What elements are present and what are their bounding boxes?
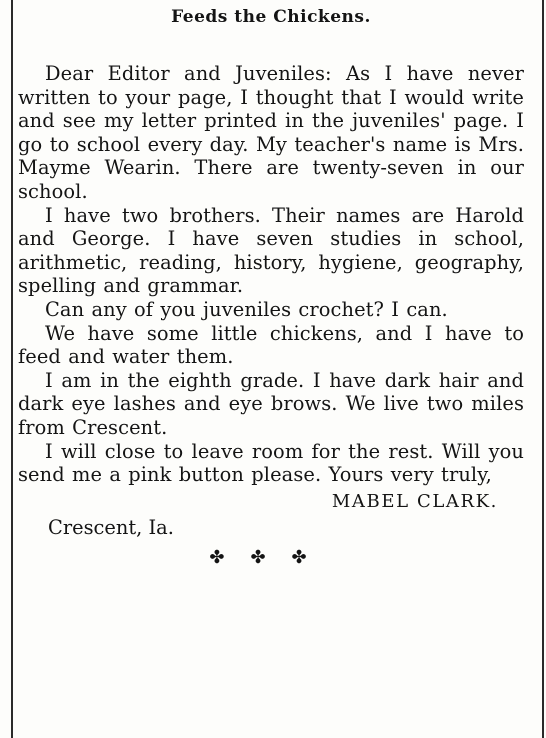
article-paragraph: Can any of you juveniles crochet? I can. <box>45 297 448 321</box>
ornament-icon: ✤ <box>209 546 251 568</box>
ornament-icon: ✤ <box>291 546 333 568</box>
article-headline: Feeds the Chickens. <box>171 7 371 27</box>
column-rule-right <box>542 0 544 738</box>
section-divider <box>18 548 524 568</box>
ornament-icon: ✤ <box>250 546 292 568</box>
author-location: Crescent, Ia. <box>48 515 174 539</box>
article-paragraph: Dear Editor and Juveniles: As I have never written to your page, I thought that I would write and see my letter printed in the juveniles' page. I go to school every day. My teacher's name is Mrs. Mayme Wearin. There are twenty-seven in our school. <box>18 62 524 203</box>
column-rule-left <box>11 0 13 738</box>
author-signature: MABEL CLARK. <box>331 490 498 512</box>
article-paragraph: We have some little chickens, and I have to feed and water them. <box>18 321 524 369</box>
article-paragraph: I am in the eighth grade. I have dark hair and dark eye lashes and eye brows. We live two miles from Crescent. <box>18 368 524 439</box>
article-paragraph: I have two brothers. Their names are Harold and George. I have seven studies in school, arithmetic, reading, history, hygiene, geography, spelling and grammar. <box>18 203 524 298</box>
article-paragraph: I will close to leave room for the rest. Will you send me a pink button please. Yours very truly, <box>18 439 524 487</box>
newspaper-column <box>18 6 524 568</box>
